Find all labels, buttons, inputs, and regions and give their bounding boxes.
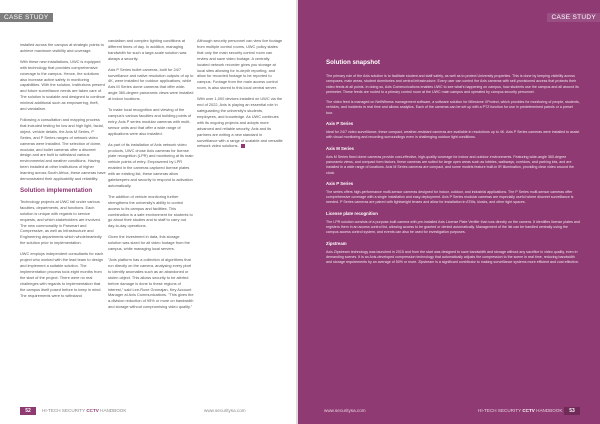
subheading-axis-m-series: Axis M Series	[326, 145, 354, 151]
footer-publication-left	[42, 408, 126, 414]
footer-publication-right	[478, 408, 562, 414]
subheading-axis-p-series-multisensor: Axis P Series	[326, 180, 354, 186]
paragraph: Technology projects at UWC fall under various faculties, departments, and functions. Each solution is unique with regards to service requests, and which stakeholders are involved. The new commonality in Parsmart and Compressive, as well as Infrastructure and Engineering departments which wholeheartedly the solution prior to implementation.	[20, 198, 102, 246]
paragraph: Axis M Series fixed dome cameras provide cost-effective, high-quality coverage for indoor and outdoor environments. Featuring wide-angle 360-degree panoramic views, and compact form factors, these cameras are suited for large open areas such as lobbies, walkways, corridors, and parking lots, and are installed in a wide range of locations. Axis M Series cameras are compact, and some models feature built-in IR illumination, providing clear video around the clock.	[326, 154, 574, 175]
paragraph: installed across the campus at strategic points to achieve maximum visibility and coverage.	[20, 42, 104, 53]
paragraph: Ideal for 24/7 video surveillance, these compact, weather-resistant cameras are available in resolutions up to 4K. Axis P Series cameras were installed to assist with visual monitoring and recording surroundings even in challenging outdoor light conditions.	[326, 130, 580, 140]
subheading-license-plate-recognition: License plate recognition	[326, 210, 378, 216]
paragraph: Axis P Series bullet cameras, built for 24/7 surveillance and native resolution outputs of up to 4K, were installed for outdoor applications, while Axis M Series dome cameras that offer wide-angle 360-degree panoramic views were installed at indoor locations.	[108, 66, 194, 102]
paragraph: To make local recognition and viewing of the campus's various faculties and building points of entry, Axis P series modular cameras with multi-sensor units and that offer a wide range of applications were also installed.	[108, 107, 192, 136]
case-study-tag-right: CASE STUDY	[547, 13, 600, 22]
footer-handbook: HANDBOOK	[536, 408, 563, 413]
footer-brand: CCTV	[86, 408, 99, 413]
paragraph: The primary role of the Axis solution is to facilitate student and staff safety, as well as to protect University properties. This is done by keeping visibility across campuses, main areas, student dormitories and central infrastructure. Every user can control the Axis cameras with self-provisioned access that protects their video feeds at all points. In doing so, Axis Communications enables UWC to see what's happening on campus, how students use the campus and all around its perimeter. These feeds are routed to a primary control room at the UWC main campus and operated by campus security personnel.	[326, 74, 579, 94]
footer-left	[0, 403, 296, 424]
paragraph: Although security personnel can view live footage from multiple control rooms, UWC policy states that only the main security control room can review and save video footage. A centrally located network recorder gives you storage at local sites allowing for in-depth reporting, and allow for recorded footage to be reported to campus. Footage from the main access control room, is also stored to this local central server.	[197, 38, 283, 91]
paragraph: Following a consultation and mapping process that included testing for low and high light, facial, object, vehicle details, the Axis M Series, P Series, and P Series ranges of network video cameras were installed. The selection of dome, modular, and bullet cameras offer a discreet design and are built to withstand various environmental and weather conditions. Having been installed at other institutions of higher learning across South Africa, these cameras have demonstrated their applicability and reliability.	[20, 116, 106, 182]
paragraph: With these new installations, UWC is equipped with technology that provides comprehensive coverage to the campus. Hence, the solutions also increase active safety in monitoring capabilities. With the solution, institutions present and future surveillance needs are taken care of. The solution is scalable and designed to continue minimal additional such as empowering, theft, and vandalism.	[20, 58, 106, 112]
closing-paragraph-text: With over 1,000 devices installed on UWC via the end of 2022, Axis is playing an essential role in safeguarding the university's students, employees, and knowledge. As UWC continues with its ongoing projects and adopts more advanced and reliable security, Axis and its partners are writing a new standard in surveillance with a range of scalable and versatile network video solutions.	[197, 96, 283, 149]
footer-url-right[interactable]: www.securitysa.com	[324, 408, 366, 413]
text-column-1	[20, 42, 106, 303]
paragraph: The LPR solution consists of a purpose-built camera with pre-installed Axis License Plate Verifier that runs directly on the camera. It identifies license plates and registers them in an access control list, allowing access to be granted or denied automatically. Management of the list can be handled centrally using the campus access control system, and events can also be used for investigation purposes.	[326, 219, 580, 235]
footer-prefix: HI-TECH SECURITY	[42, 408, 86, 413]
panel-title: Solution snapshot	[326, 59, 380, 66]
paragraph: Given the investment in data, this storage solution was sized for all video footage from the campus, while managing local servers.	[108, 234, 190, 252]
footer-right	[298, 403, 600, 424]
subheading-zipstream: Zipstream	[326, 240, 347, 246]
paragraph	[197, 96, 283, 149]
solution-snapshot-panel	[326, 58, 580, 271]
section-heading-solution-implementation: Solution implementation	[20, 186, 93, 194]
page-number-left: 52	[20, 407, 36, 415]
paragraph: Axis Zipstream technology was launched in 2015 and from the start was designed to save bandwidth and storage without any sacrifice in video quality, even in demanding scenes. It is an Axis-developed compression technology that automatically adjusts the compression to the scene in real time, reducing bandwidth and storage requirements by an average of 50% or more. Zipstream is a significant contributor to making surveillance systems more efficient and cost effective.	[326, 249, 579, 265]
footer-url-left[interactable]: www.securitysa.com	[204, 408, 246, 413]
case-study-tag-left: CASE STUDY	[0, 13, 53, 22]
text-column-3	[197, 38, 283, 154]
footer-brand: CCTV	[522, 408, 535, 413]
paragraph: vandalism and complex lighting conditions at different times of day. In addition, managing bandwidth for such a large-scale solution was always a security.	[108, 38, 187, 61]
paragraph: UWC employs independent consultants for each project who worked with the lead team to design and implement a suitable solution. The implementation process took eight months from the start of the project. There were no real challenges with regards to implementation that the campus itself posed before to keep in mind. The requirements were to withstand	[20, 251, 104, 298]
article-end-icon	[241, 144, 245, 148]
paragraph: The addition of vehicle monitoring further strengthens the university's ability to control access to its campus and facilities. This combination is a safe environment for students to go about their studies and to staff to carry out day-to-day operations.	[108, 193, 193, 229]
text-column-2	[108, 38, 194, 315]
footer-prefix: HI-TECH SECURITY	[478, 408, 522, 413]
paragraph: As part of its installation of Axis network video products, UWC chose Axis cameras for license plate recognition (LPR) and monitoring at its main vehicle points of entry. Empowered by LPR enabled in the cameras captured license plates with an existing list, these cameras allow gatekeepers and security to respond to activation automatically.	[108, 141, 194, 188]
subheading-axis-p-series: Axis P Series	[326, 121, 354, 127]
left-page	[0, 0, 296, 424]
page-number-right: 53	[564, 407, 580, 415]
paragraph: The video feed is managed on NetWitness management software, a software solution for Milestone XProtect, which provides for monitoring of people, students, vehicles, and incidents in real time and allows analytics. Each of the cameras can be set up with a PTZ function for use in predetermined patrols or a preset tour.	[326, 100, 580, 115]
paragraph: The series offers high-performance multi-sensor cameras designed for indoor, outdoor, and industrial applications. The P Series multi-sensor cameras offer comprehensive coverage with a single installation and easy deployment. Axis P Series modular cameras are especially useful where discreet surveillance is needed. P Series cameras are paired with lightweight lenses and allow for installation in ATMs, kiosks, and other tight spaces.	[326, 189, 574, 205]
footer-handbook: HANDBOOK	[100, 408, 127, 413]
quote-paragraph: "Axis platform has a collection of algorithms that run directly on the camera, analysing every pixel to identify anomalies such as an abandoned or stolen object. This allows security to be alerted before damage is done to these regions of interest," said Lee-Roxe Gromajan, Key Account Manager at Axis Communications. "This gives the a-division reduction of 95% or more on bandwidth and storage without compromising video quality."	[108, 257, 194, 310]
